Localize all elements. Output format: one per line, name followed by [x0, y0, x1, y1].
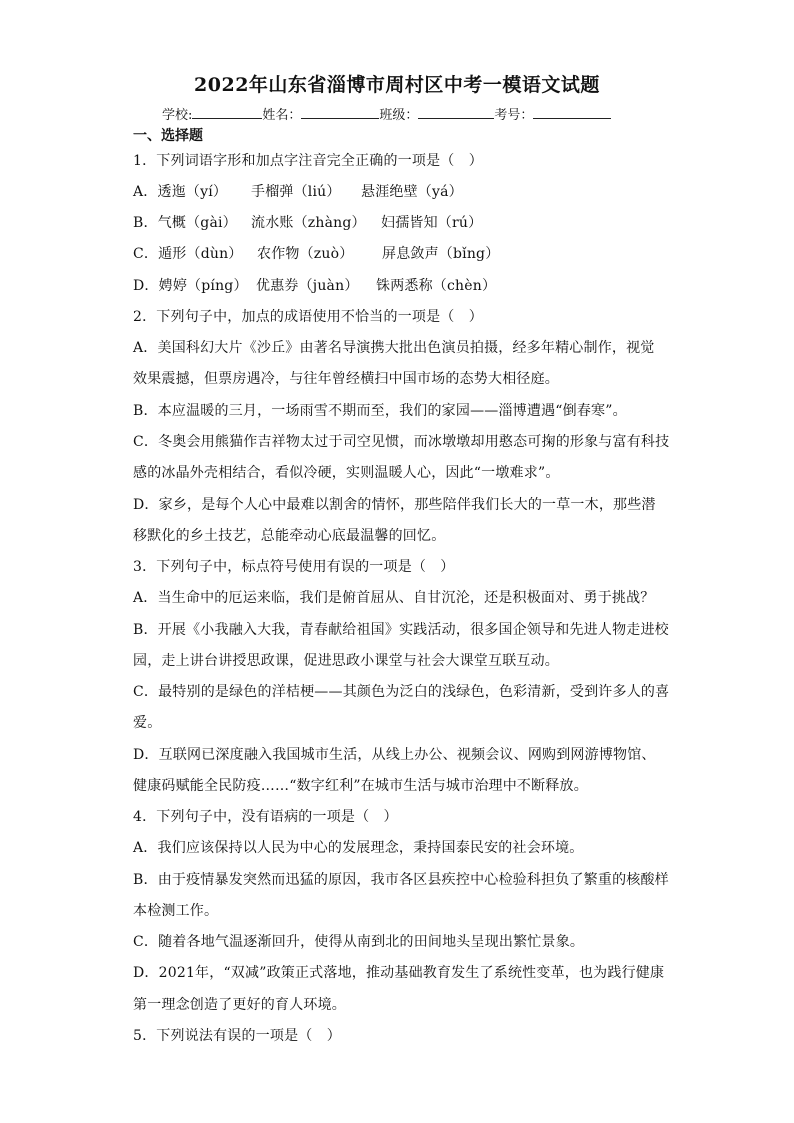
question-3-option-b: B．开展《小我融入大我，青春献给祖国》实践活动，很多国企领导和先进人物走进校 [133, 622, 669, 638]
option-b-word1: B．气概（gài） [133, 215, 237, 231]
option-d-word3: 铢两悉称（chèn） [376, 278, 497, 294]
class-label: 班级： [379, 108, 419, 123]
question-3-option-c: C．最特别的是绿色的洋桔梗——其颜色为泛白的浅绿色，色彩清新，受到许多人的喜 [133, 684, 670, 700]
option-b-word3: 妇孺皆知（rú） [381, 215, 483, 231]
option-c-word2: 农作物（zuò） [257, 246, 354, 262]
question-4-stem: 4．下列句子中，没有语病的一项是（ ） [133, 809, 398, 825]
question-4-option-b: B．由于疫情暴发突然而迅猛的原因，我市各区县疾控中心检验科担负了繁重的核酸样 [133, 872, 669, 888]
question-3-option-c-cont: 爱。 [133, 715, 162, 731]
question-2-option-a-cont: 效果震撼，但票房遇冷，与往年曾经横扫中国市场的态势大相径庭。 [133, 371, 559, 387]
question-2-option-b: B．本应温暖的三月，一场雨雪不期而至，我们的家园——淄博遭遇“倒春寒”。 [133, 403, 627, 419]
question-1-option-c [133, 243, 499, 263]
question-3-option-b-cont: 园，走上讲台讲授思政课，促进思政小课堂与社会大课堂互联互动。 [133, 653, 559, 669]
question-4-option-c: C．随着各地气温逐渐回升，使得从南到北的田间地头呈现出繁忙景象。 [133, 934, 585, 950]
page-title: 2022年山东省淄博市周村区中考一模语文试题 [194, 74, 600, 96]
name-field[interactable] [301, 105, 379, 119]
question-2-option-d: D．家乡，是每个人心中最难以割舍的情怀，那些陪伴我们长大的一草一木，那些潜 [133, 497, 656, 513]
question-5-stem: 5．下列说法有误的一项是（ ） [133, 1028, 341, 1044]
option-b-word2: 流水账（zhàng） [251, 215, 366, 231]
question-3-stem: 3．下列句子中，标点符号使用有误的一项是（ ） [133, 559, 455, 575]
student-info-row [162, 104, 611, 123]
option-a-word1: A．透迤（yí） [133, 184, 228, 200]
question-2-option-c-cont: 感的冰晶外壳相结合，看似冷硬，实则温暖人心，因此“一墩难求”。 [133, 465, 560, 481]
class-field[interactable] [418, 105, 494, 119]
question-4-option-d-cont: 第一理念创造了更好的育人环境。 [133, 997, 346, 1013]
question-1-option-d [133, 275, 496, 295]
question-2-option-d-cont: 移默化的乡土技艺，总能牵动心底最温馨的回忆。 [133, 528, 446, 544]
section-heading: 一、选择题 [133, 128, 203, 144]
school-field[interactable] [192, 105, 262, 119]
question-2-option-a: A．美国科幻大片《沙丘》由著名导演携大批出色演员拍摄，经多年精心制作，视觉 [133, 340, 655, 356]
option-c-word1: C．遁形（dùn） [133, 246, 243, 262]
question-4-option-b-cont: 本检测工作。 [133, 903, 219, 919]
question-1-option-a [133, 181, 463, 201]
option-d-word1: D．娉婷（píng） [133, 278, 248, 294]
name-label: 姓名： [262, 108, 302, 123]
option-a-word3: 悬涯绝壁（yá） [361, 184, 463, 200]
question-3-option-a: A．当生命中的厄运来临，我们是俯首屈从、自甘沉沦，还是积极面对、勇于挑战？ [133, 590, 655, 606]
option-d-word2: 优惠券（juàn） [256, 278, 359, 294]
option-a-word2: 手榴弹（liú） [251, 184, 341, 200]
question-2-option-c: C．冬奥会用熊猫作吉祥物太过于司空见惯，而冰墩墩却用憨态可掬的形象与富有科技 [133, 434, 670, 450]
question-4-option-a: A．我们应该保持以人民为中心的发展理念，秉持国泰民安的社会环境。 [133, 840, 584, 856]
question-1-stem: 1．下列词语字形和加点字注音完全正确的一项是（ ） [133, 153, 483, 169]
number-label: 考号： [494, 108, 534, 123]
option-c-word3: 屏息敛声（bǐng） [382, 246, 500, 262]
number-field[interactable] [533, 105, 611, 119]
question-3-option-d: D．互联网已深度融入我国城市生活，从线上办公、视频会议、网购到网游博物馆、 [133, 747, 656, 763]
question-2-stem: 2．下列句子中，加点的成语使用不恰当的一项是（ ） [133, 309, 483, 325]
question-3-option-d-cont: 健康码赋能全民防疫……“数字红利”在城市生活与城市治理中不断释放。 [133, 778, 588, 794]
school-label: 学校: [162, 108, 193, 123]
question-4-option-d: D．2021年，“双减”政策正式落地，推动基础教育发生了系统性变革，也为践行健康 [133, 965, 665, 981]
question-1-option-b [133, 212, 482, 232]
